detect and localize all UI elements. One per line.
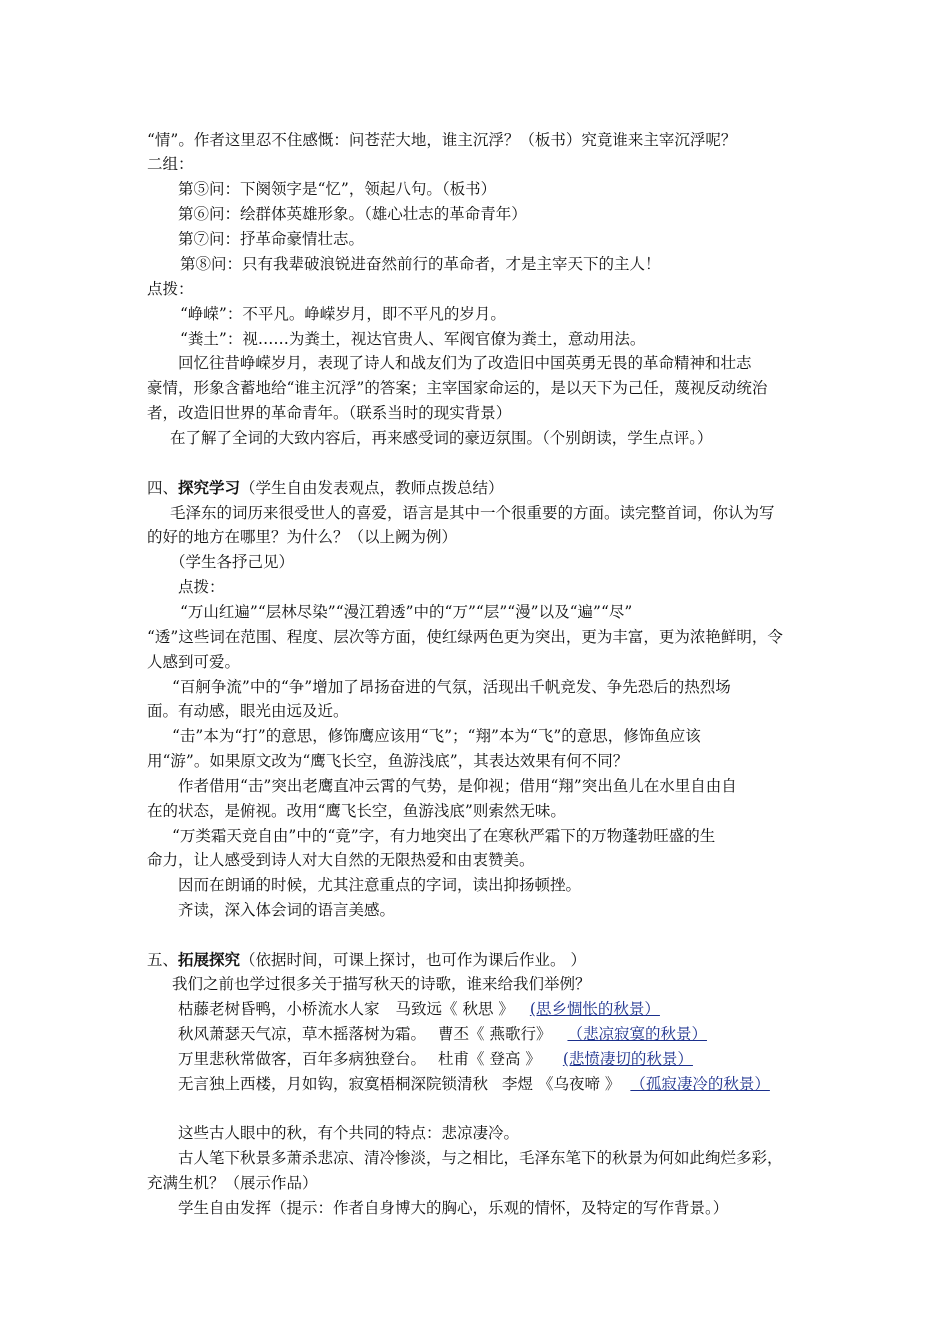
paragraph-line: “击”本为“打”的意思，修饰鹰应该用“飞”；“翔”本为“飞”的意思，修饰鱼应该 [172,727,701,745]
group-label: 二组： [147,155,194,173]
guidance-label: 点拨： [178,578,225,596]
paragraph-line: 命力，让人感受到诗人对大自然的无限热爱和由衷赞美。 [147,851,535,869]
poem-example [178,1049,693,1069]
paragraph-line: 人感到可爱。 [147,653,241,671]
section-heading-4 [147,478,504,498]
poem-mood-link[interactable]: (悲愤凄切的秋景） [562,1050,693,1068]
question-6: 第⑥问：绘群体英雄形象。（雄心壮志的革命青年） [178,205,527,223]
section-note: （依据时间，可课上探讨，也可作为课后作业。 ） [240,951,586,969]
poem-text: 万里悲秋常做客，百年多病独登台。 [178,1050,427,1068]
section-heading-5 [147,950,586,970]
paragraph-line: 学生自由发挥（提示：作者自身博大的胸心，乐观的情怀，及特定的写作背景。） [178,1199,729,1217]
poem-example [178,999,660,1019]
paragraph-line: “百舸争流”中的“争”增加了昂扬奋进的气氛，活现出千帆竞发、争先恐后的热烈场 [172,678,731,696]
paragraph-line: 用“游”。如果原文改为“鹰飞长空，鱼游浅底”，其表达效果有何不同？ [147,752,629,770]
paragraph-line: “情”。作者这里忍不住感慨：问苍茫大地，谁主沉浮？（板书）究竟谁来主宰沉浮呢？ [147,131,737,149]
paragraph-line: 在了解了全词的大致内容后，再来感受词的豪迈氛围。（个别朗读，学生点评。） [170,429,713,447]
section-title: 拓展探究 [178,950,241,969]
poem-mood-link[interactable]: （悲凉寂寞的秋景） [567,1025,707,1043]
paragraph-line: 我们之前也学过很多关于描写秋天的诗歌，谁来给我们举例？ [172,975,591,993]
paragraph-line: “透”这些词在范围、程度、层次等方面，使红绿两色更为突出，更为丰富，更为浓艳鲜明，令 [147,628,783,646]
poem-source: 马致远《 秋思 》 [395,1000,514,1018]
paragraph-line: 的好的地方在哪里？为什么？（以上阙为例） [147,528,458,546]
paragraph-line: 充满生机？（展示作品） [147,1174,318,1192]
paragraph-line: 因而在朗诵的时候，尤其注意重点的字词，读出抑扬顿挫。 [178,876,582,894]
paragraph-line: 作者借用“击”突出老鹰直冲云霄的气势，是仰视；借用“翔”突出鱼儿在水里自由自 [178,777,737,795]
poem-source: 杜甫《 登高 》 [438,1050,541,1068]
paragraph-line: 面。有动感，眼光由远及近。 [147,702,349,720]
paragraph-line: 古人笔下秋景多萧杀悲凉、清冷惨淡，与之相比，毛泽东笔下的秋景为何如此绚烂多彩， [178,1149,783,1167]
paragraph-line: 这些古人眼中的秋，有个共同的特点：悲凉凄冷。 [178,1124,520,1142]
paragraph-line: 毛泽东的词历来很受世人的喜爱，语言是其中一个很重要的方面。读完整首词，你认为写 [170,504,775,522]
question-8: 第⑧问：只有我辈破浪锐进奋然前行的革命者，才是主宰天下的主人！ [180,255,661,273]
section-note: （学生自由发表观点，教师点拨总结） [240,479,504,497]
poem-text: 枯藤老树昏鸭，小桥流水人家 [178,1000,380,1018]
paragraph-line: “峥嵘”：不平凡。峥嵘岁月，即不平凡的岁月。 [180,305,506,323]
paragraph-line: 回忆往昔峥嵘岁月，表现了诗人和战友们为了改造旧中国英勇无畏的革命精神和壮志 [178,354,752,372]
poem-source: 李煜 《乌夜啼 》 [502,1075,621,1093]
paragraph-line: （学生各抒己见） [170,553,295,571]
guidance-label: 点拨： [147,280,194,298]
poem-mood-link[interactable]: (思乡惆怅的秋景） [529,1000,660,1018]
paragraph-line: “万山红遍”“层林尽染”“漫江碧透”中的“万”“层”“漫”以及“遍”“尽” [180,603,633,621]
paragraph-line: “万类霜天竞自由”中的“竟”字，有力地突出了在寒秋严霜下的万物蓬勃旺盛的生 [172,827,716,845]
poem-text: 无言独上西楼，月如钩，寂寞梧桐深院锁清秋 [178,1075,489,1093]
paragraph-line: 豪情，形象含蓄地给“谁主沉浮”的答案；主宰国家命运的，是以天下为己任，蔑视反动统治 [147,379,768,397]
section-title: 探究学习 [178,478,241,497]
question-5: 第⑤问：下阕领字是“忆”，领起八句。（板书） [178,180,497,198]
section-number: 四、 [147,479,179,497]
question-7: 第⑦问：抒革命豪情壮志。 [178,230,365,248]
poem-example [178,1024,707,1044]
poem-example [178,1074,770,1094]
paragraph-line: “粪土”：视……为粪土，视达官贵人、军阀官僚为粪土，意动用法。 [180,330,646,348]
poem-mood-link[interactable]: （孤寂凄冷的秋景） [630,1075,770,1093]
section-number: 五、 [147,951,179,969]
paragraph-line: 齐读，深入体会词的语言美感。 [178,901,396,919]
poem-text: 秋风萧瑟天气凉，草木摇落树为霜。 [178,1025,427,1043]
paragraph-line: 者，改造旧世界的革命青年。（联系当时的现实背景） [147,404,512,422]
poem-source: 曹丕《 燕歌行》 [438,1025,552,1043]
paragraph-line: 在的状态，是俯视。改用“鹰飞长空，鱼游浅底”则索然无味。 [147,802,566,820]
